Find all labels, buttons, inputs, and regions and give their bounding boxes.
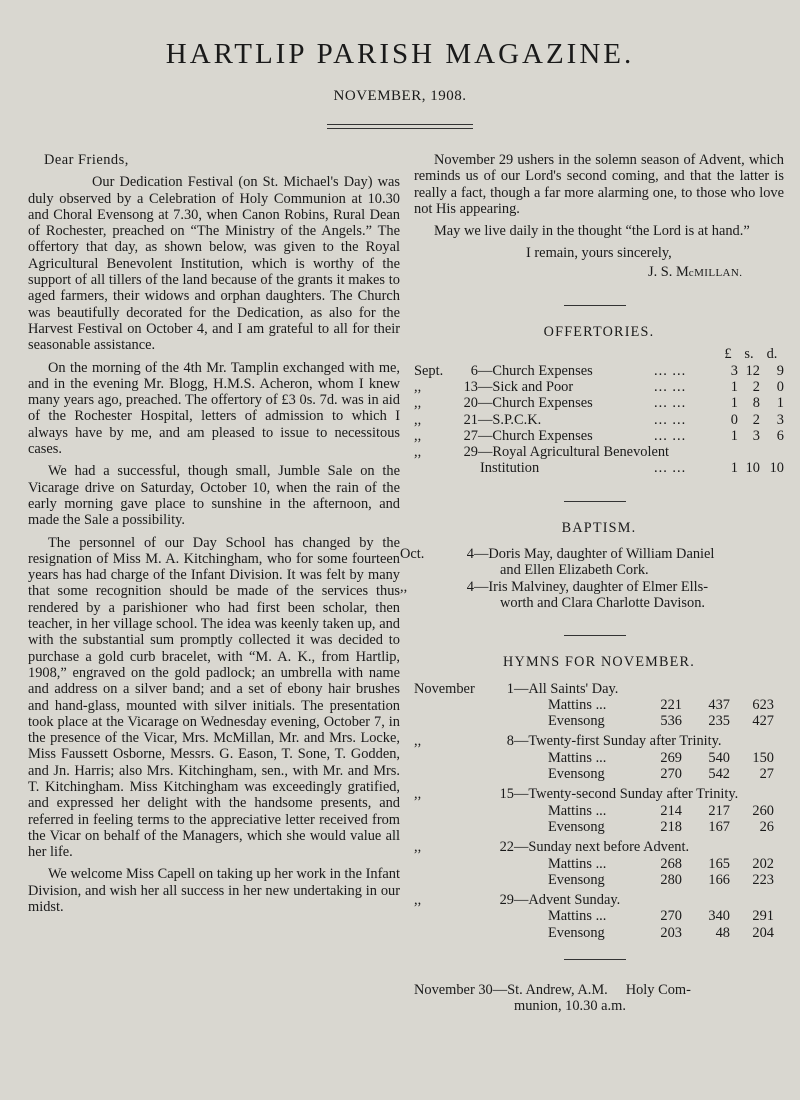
letter-salutation: Dear Friends, — [44, 152, 129, 168]
row-dots: ... ... — [654, 460, 687, 477]
hymn-number: 536 — [660, 713, 682, 730]
row-pence: 10 — [769, 460, 784, 477]
row-shillings: 8 — [752, 395, 760, 412]
hymn-group — [414, 786, 784, 835]
row-desc: —Sick and Poor — [478, 378, 574, 395]
hymn-number: 204 — [752, 924, 774, 941]
hymn-occasion: —All Saints' Day. — [514, 680, 619, 697]
signature-surname: cMILLAN. — [688, 266, 743, 279]
hymn-number: 235 — [708, 713, 730, 730]
hymn-number: 340 — [708, 908, 730, 925]
hymn-number: 260 — [752, 802, 774, 819]
row-pence: 6 — [776, 427, 784, 444]
row-month: Sept. — [414, 362, 444, 379]
issue-date: NOVEMBER, 1908. — [333, 88, 467, 104]
hymn-month: ,, — [414, 733, 422, 750]
hymn-number: 223 — [752, 871, 774, 888]
hymn-number: 268 — [660, 855, 682, 872]
hymn-month: November — [414, 680, 475, 697]
hymn-number: 270 — [660, 908, 682, 925]
hymn-number: 202 — [752, 855, 774, 872]
service-label: Evensong — [548, 766, 605, 783]
hymn-group — [414, 839, 784, 888]
hymn-number: 437 — [708, 696, 730, 713]
row-desc: —Church Expenses — [478, 395, 593, 412]
row-pence: 3 — [776, 411, 784, 428]
entry-text: —Iris Malviney, daughter of Elmer Ells- — [474, 578, 709, 595]
offertory-row — [414, 412, 784, 428]
offertory-row — [414, 444, 784, 460]
hymn-day: 15 — [499, 786, 514, 803]
service-label: Mattins ... — [548, 696, 607, 713]
row-pounds: 1 — [730, 460, 738, 477]
hymn-number: 214 — [660, 802, 682, 819]
entry-day: 4 — [466, 546, 474, 563]
hymn-number: 217 — [708, 802, 730, 819]
hymn-number: 218 — [660, 818, 682, 835]
hymn-occasion: —Twenty-first Sunday after Trinity. — [514, 733, 722, 750]
row-month: ,, — [414, 427, 422, 444]
hymn-number: 203 — [660, 924, 682, 941]
row-pence: 9 — [776, 362, 784, 379]
final-note-line: November 30—St. Andrew, A.M. Holy Com- — [414, 981, 691, 998]
service-label: Mattins ... — [548, 908, 607, 925]
entry-month: Oct. — [400, 546, 425, 563]
pounds-header: £ — [724, 346, 732, 363]
row-day: 6 — [470, 362, 478, 379]
row-dots: ... ... — [654, 395, 687, 412]
row-pence: 1 — [776, 395, 784, 412]
hymn-day: 29 — [499, 892, 514, 909]
offertories-heading: OFFERTORIES. — [543, 324, 655, 341]
hymn-number: 280 — [660, 871, 682, 888]
hymn-month: ,, — [414, 839, 422, 856]
hymn-number: 427 — [752, 713, 774, 730]
service-label: Mattins ... — [548, 802, 607, 819]
final-note-continuation: munion, 10.30 a.m. — [514, 998, 626, 1015]
signature-initials: J. S. M — [648, 263, 689, 280]
letter-signature — [648, 264, 784, 281]
hymn-number: 167 — [708, 818, 730, 835]
row-shillings: 2 — [752, 378, 760, 395]
letter-paragraph: We welcome Miss Capell on taking up her work in the Infant Division, and wish her all success in her new undertaking in our midst. — [28, 866, 400, 916]
row-shillings: 3 — [752, 427, 760, 444]
offertory-row — [414, 395, 784, 411]
hymn-number: 291 — [752, 908, 774, 925]
hymn-occasion: —Sunday next before Advent. — [514, 839, 690, 856]
row-dots: ... ... — [654, 362, 687, 379]
hymn-group — [414, 681, 784, 730]
service-label: Evensong — [548, 924, 605, 941]
entry-day: 4 — [466, 578, 474, 595]
letter-paragraph: On the morning of the 4th Mr. Tamplin exchanged with me, and in the evening Mr. Blogg, H.M.S. Acheron, whom I knew many years ago, preached. The offertory of £3 0s. 7d. was in aid of the Rochester Hospital, letters of admission to which I always have by me, and am pleased to issue to necessitous cases. — [28, 359, 400, 458]
hymn-number: 48 — [715, 924, 730, 941]
hymn-number: 269 — [660, 749, 682, 766]
row-desc: —S.P.C.K. — [478, 411, 542, 428]
row-month: ,, — [414, 444, 422, 461]
entry-text-continuation: worth and Clara Charlotte Davison. — [500, 594, 706, 611]
hymn-day: 1 — [506, 680, 514, 697]
hymn-occasion: —Twenty-second Sunday after Trinity. — [514, 786, 739, 803]
service-label: Evensong — [548, 818, 605, 835]
row-day: 20 — [463, 395, 478, 412]
hymn-number: 542 — [708, 766, 730, 783]
hymn-group — [414, 733, 784, 782]
row-pounds: 1 — [730, 427, 738, 444]
hymn-number: 27 — [759, 766, 774, 783]
service-label: Evensong — [548, 713, 605, 730]
hymn-number: 540 — [708, 749, 730, 766]
row-pounds: 1 — [730, 395, 738, 412]
row-dots: ... ... — [654, 411, 687, 428]
offertory-row-continuation — [414, 460, 784, 476]
hymn-number: 270 — [660, 766, 682, 783]
entry-month: ,, — [400, 578, 408, 595]
hymn-number: 221 — [660, 696, 682, 713]
title-divider — [327, 124, 473, 129]
hymn-number: 166 — [708, 871, 730, 888]
hymn-number: 165 — [708, 855, 730, 872]
letter-paragraph: We had a successful, though small, Jumble Sale on the Vicarage drive on Saturday, October 10, when the rain of the early morning gave place to sunshine in the afternoon, and made the Sale a possibility. — [28, 463, 400, 529]
final-note — [414, 982, 784, 1015]
offertories-column-headers — [414, 346, 784, 362]
row-dots: ... ... — [654, 427, 687, 444]
row-pounds: 0 — [730, 411, 738, 428]
service-label: Mattins ... — [548, 749, 607, 766]
page-title: HARTLIP PARISH MAGAZINE. — [165, 38, 635, 70]
row-shillings: 10 — [745, 460, 760, 477]
right-column — [400, 152, 784, 1015]
pence-header: d. — [766, 346, 778, 363]
row-shillings: 2 — [752, 411, 760, 428]
row-month: ,, — [414, 378, 422, 395]
offertory-row — [414, 363, 784, 379]
offertory-row — [414, 428, 784, 444]
row-day: 27 — [463, 427, 478, 444]
row-desc: —Church Expenses — [478, 427, 593, 444]
row-pence: 0 — [776, 378, 784, 395]
row-pounds: 1 — [730, 378, 738, 395]
row-desc: Institution — [480, 460, 540, 477]
section-divider — [564, 501, 626, 502]
shillings-header: s. — [744, 346, 754, 363]
offertories-table — [414, 363, 784, 477]
entry-text-continuation: and Ellen Elizabeth Cork. — [500, 562, 649, 579]
row-dots: ... ... — [654, 378, 687, 395]
row-desc: —Royal Agricultural Benevolent — [478, 444, 670, 461]
section-divider — [564, 635, 626, 636]
section-divider — [564, 959, 626, 960]
hymn-number: 623 — [752, 696, 774, 713]
hymn-number: 150 — [752, 749, 774, 766]
section-divider — [564, 305, 626, 306]
offertory-row — [414, 379, 784, 395]
row-month: ,, — [414, 411, 422, 428]
letter-closing: I remain, yours sincerely, — [526, 245, 672, 262]
hymn-occasion: —Advent Sunday. — [514, 892, 621, 909]
hymns-list — [414, 681, 784, 941]
hymn-day: 8 — [506, 733, 514, 750]
service-label: Mattins ... — [548, 855, 607, 872]
letter-column — [28, 152, 400, 921]
baptism-entry — [400, 579, 784, 595]
hymn-number: 26 — [759, 818, 774, 835]
hymn-group — [414, 892, 784, 941]
row-day: 13 — [463, 378, 478, 395]
hymns-heading: HYMNS FOR NOVEMBER. — [503, 654, 695, 671]
row-desc: —Church Expenses — [478, 362, 593, 379]
entry-text: —Doris May, daughter of William Daniel — [474, 546, 715, 563]
letter-paragraph: The personnel of our Day School has changed by the resignation of Miss M. A. Kitchingham, who for some fourteen years has had charge of the Infant Division. It was felt by many that some recognition should be made of the services thus rendered by a parishioner who had first been scholar, then teacher, in her village school. The idea was keenly taken up, and with the substantial sum promptly collected it was decided to purchase a gold curb bracelet, with “M. A. K., from Hartlip, 1908,” engraved on the gold padlock; an umbrella with name and address on a silver band; and a set of ebony hair brushes and hand-glass, mounted with silver initials. The presentation took place at the Vicarage on Wednesday evening, October 7, in the presence of the Vicar, Mrs. McMillan, Mr. and Mrs. Locke, Miss Faussett Osborne, Messrs. G. Eason, T. Sone, T. Godden, and Jn. Harris; also Mrs. Kitchingham, sen., with Mr. and Mrs. T. Kitchingham. Miss Kitchingham was exceedingly gratified, and expressed her delight with the handsome presents, and referred in feeling terms to the appreciative letter received from the Vicar on behalf of the Managers, which she would value all her life. — [28, 534, 400, 861]
baptism-entry — [400, 546, 784, 562]
hymn-month: ,, — [414, 786, 422, 803]
row-day: 29 — [463, 444, 478, 461]
baptism-heading: BAPTISM. — [561, 519, 637, 536]
row-shillings: 12 — [745, 362, 760, 379]
hymn-day: 22 — [499, 839, 514, 856]
row-pounds: 3 — [730, 362, 738, 379]
baptism-list — [400, 546, 784, 611]
letter-paragraph: November 29 ushers in the solemn season of Advent, which reminds us of our Lord's second coming, and that the latter is really a fact, though a far more alarming one, to those who love not His appearing. — [414, 152, 784, 217]
row-day: 21 — [463, 411, 478, 428]
service-label: Evensong — [548, 871, 605, 888]
row-month: ,, — [414, 395, 422, 412]
hymn-month: ,, — [414, 892, 422, 909]
letter-paragraph: Our Dedication Festival (on St. Michael's Day) was duly observed by a Celebration of Holy Communion at 10.30 and Choral Evensong at 7.30, when Canon Robins, Rural Dean of Rochester, preached on “The Ministry of the Angels.” The offertory that day, as shown below, was given to the Royal Agricultural Benevolent Institution, which is worthy of the support of all tillers of the land because of the grants it makes to aged farmers, their widows and orphan daughters. The Church was beautifully decorated for the Dedication, as also for the Harvest Festival on October 4, and I am grateful to all for their seasonable assistance. — [28, 174, 400, 354]
letter-paragraph: May we live daily in the thought “the Lord is at hand.” — [434, 223, 750, 240]
